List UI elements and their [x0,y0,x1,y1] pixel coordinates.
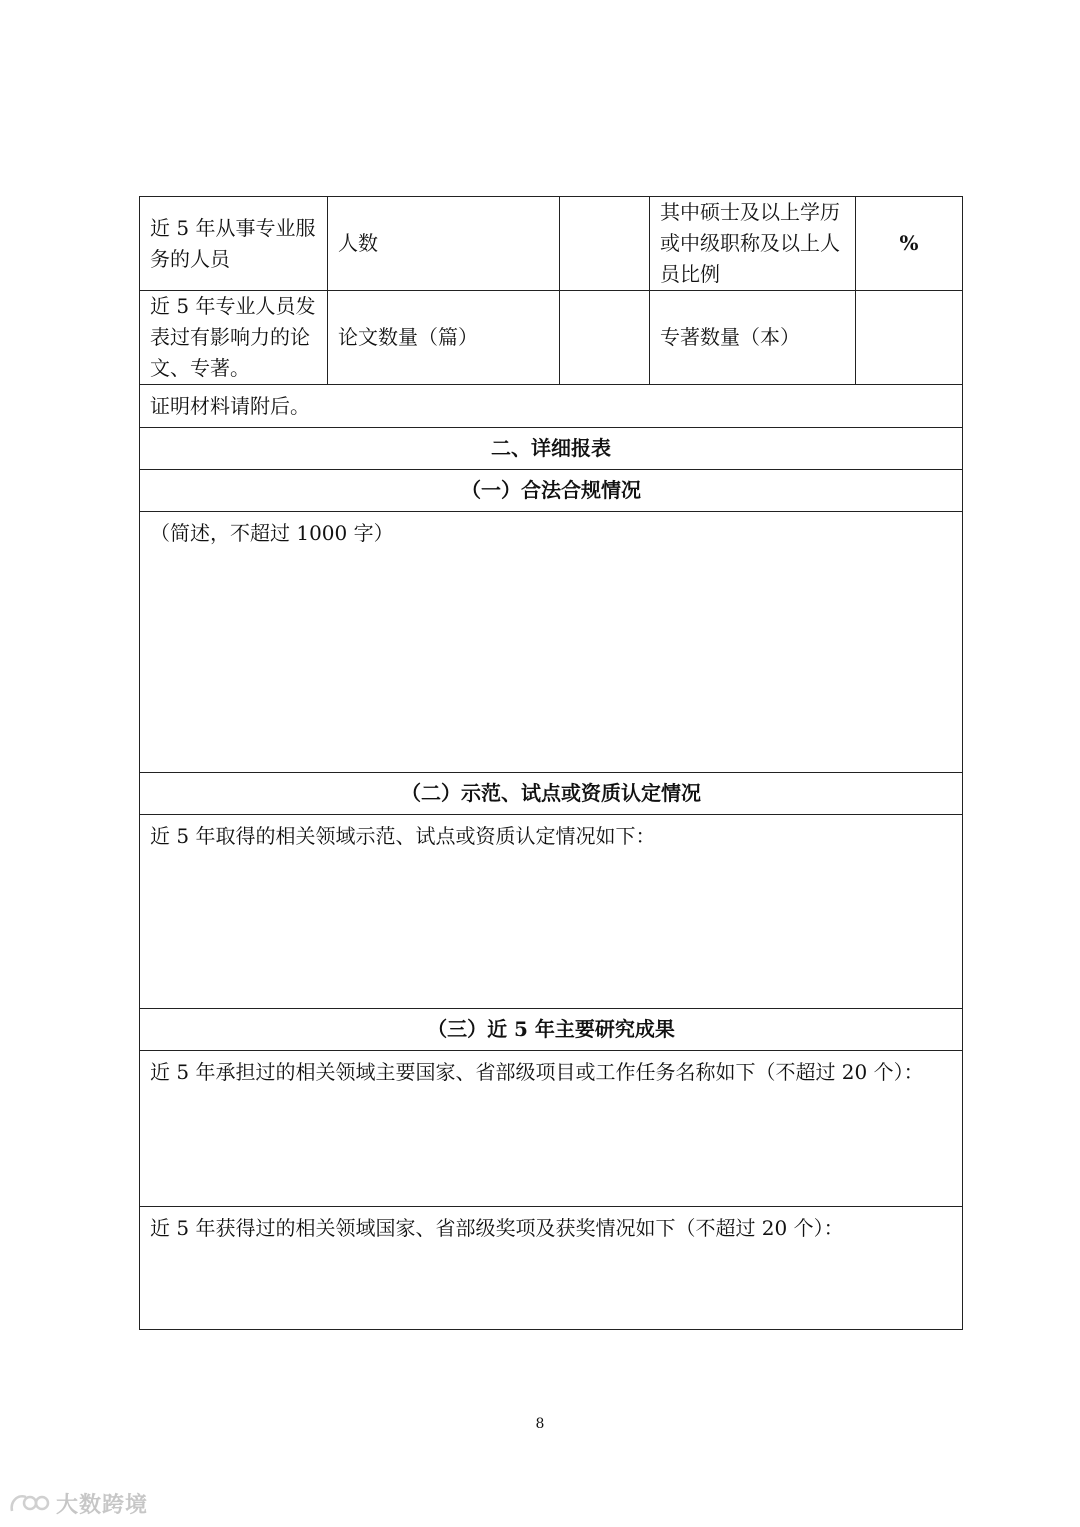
staff-ratio-label: 其中硕士及以上学历或中级职称及以上人员比例 [650,197,856,291]
awards-prompt: 近 5 年获得过的相关领域国家、省部级奖项及获奖情况如下（不超过 20 个）： [150,1216,844,1240]
compliance-hint: （简述，不超过 1000 字） [150,521,394,545]
awards-textarea[interactable] [140,1207,963,1330]
watermark-text: 大数跨境 [56,1493,149,1518]
section-title: 二、详细报表 [140,428,963,470]
papers-count-label: 论文数量（篇） [328,291,560,385]
subsection-1-title: （一）合法合规情况 [140,470,963,512]
certification-textarea[interactable] [140,815,963,1009]
staff-ratio-field[interactable]: % [856,197,963,291]
papers-count-field[interactable] [560,291,650,385]
staff-label: 近 5 年从事专业服务的人员 [140,197,328,291]
books-count-label: 专著数量（本） [650,291,856,385]
subsection-3-title: （三）近 5 年主要研究成果 [140,1009,963,1051]
projects-textarea[interactable] [140,1051,963,1207]
page-number: 8 [535,1416,545,1432]
staff-row [140,197,963,291]
publications-label: 近 5 年专业人员发表过有影响力的论文、专著。 [140,291,328,385]
dashuju-logo-icon [8,1491,52,1517]
staff-count-field[interactable] [560,197,650,291]
certification-prompt: 近 5 年取得的相关领域示范、试点或资质认定情况如下： [150,824,656,848]
watermark [8,1488,148,1519]
staff-count-label: 人数 [328,197,560,291]
compliance-textarea[interactable] [140,512,963,773]
books-count-field[interactable] [856,291,963,385]
projects-prompt: 近 5 年承担过的相关领域主要国家、省部级项目或工作任务名称如下（不超过 20 个）： [150,1060,924,1084]
publications-row [140,291,963,385]
subsection-2-title: （二）示范、试点或资质认定情况 [140,773,963,815]
proof-note: 证明材料请附后。 [140,385,963,428]
application-form-table [139,196,963,1330]
